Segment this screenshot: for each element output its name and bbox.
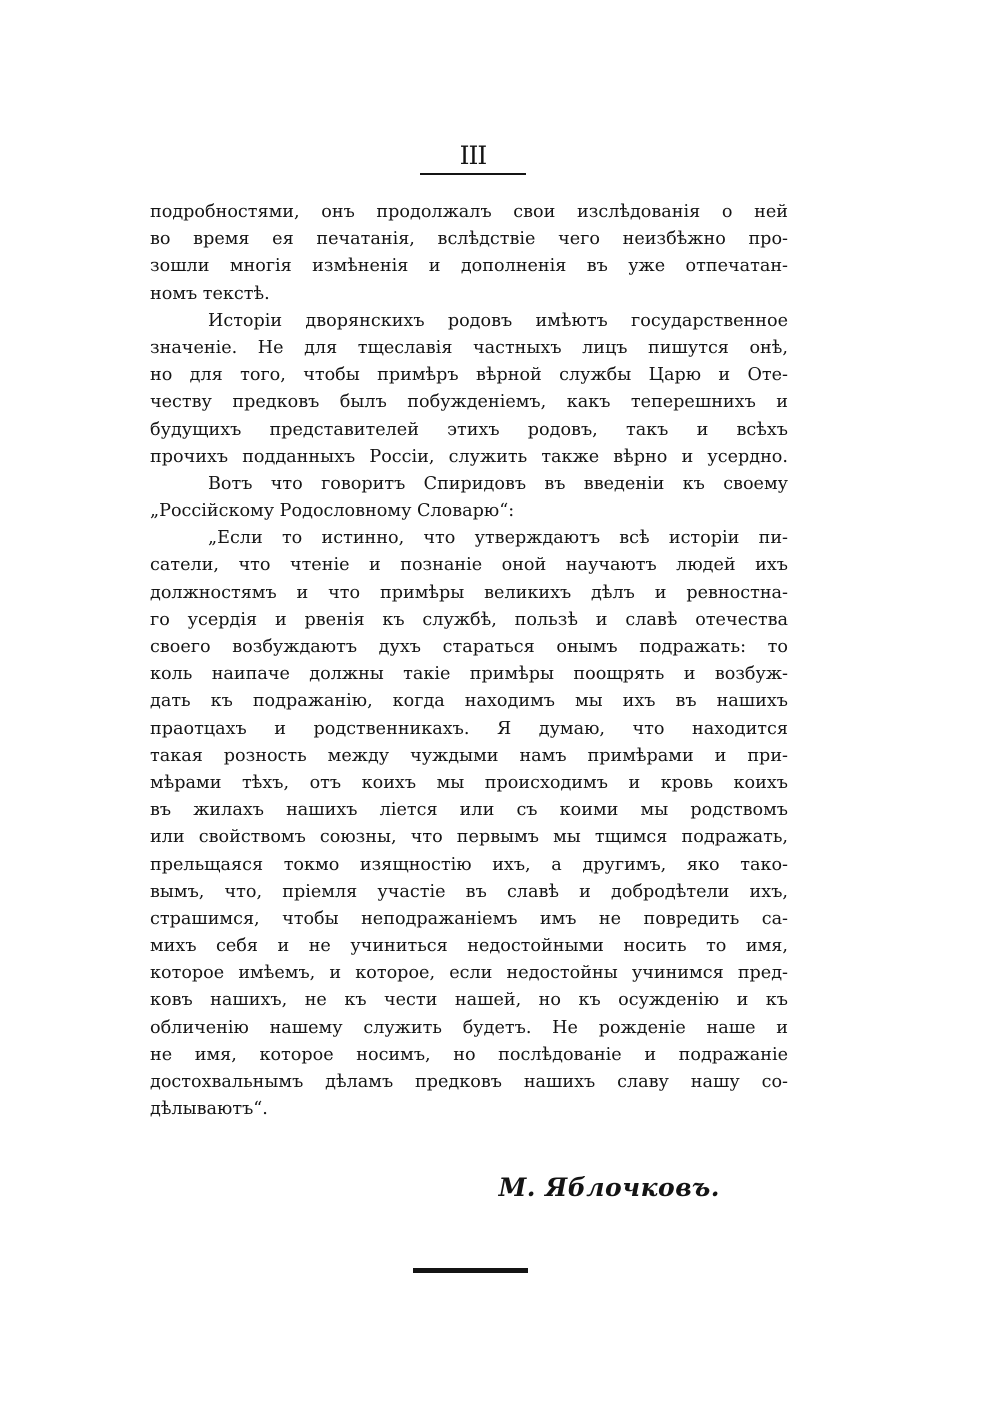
text-line: подробностями, онъ продолжалъ свои изслѣдованія о ней	[150, 202, 788, 222]
text-line: ковъ нашихъ, не къ чести нашей, но къ осужденію и къ	[150, 990, 788, 1011]
text-line: сатели, что чтеніе и познаніе оной научаютъ людей ихъ	[150, 555, 788, 576]
text-line: или свойствомъ союзны, что первымъ мы тщимся подражать,	[150, 827, 788, 848]
text-line: дѣлываютъ“.	[150, 1099, 268, 1120]
author-signature: М. Яблочковъ.	[498, 1173, 720, 1202]
text-line: Вотъ что говоритъ Спиридовъ въ введеніи къ своему	[208, 473, 788, 494]
page-number: III	[459, 141, 487, 170]
text-line: своего возбуждаютъ духъ стараться онымъ подражать: то	[150, 637, 788, 657]
text-line: должностямъ и что примѣры великихъ дѣлъ и ревностна-	[150, 582, 788, 603]
text-line: значеніе. Не для тщеславія частныхъ лицъ пишутся онѣ,	[150, 337, 788, 358]
text-line: го усердія и рвенія къ службѣ, пользѣ и славѣ отечества	[150, 609, 788, 630]
text-line: такая розность между чуждыми намъ примѣрами и при-	[150, 745, 788, 766]
text-line: достохвальнымъ дѣламъ предковъ нашихъ славу нашу со-	[150, 1072, 788, 1092]
text-line: не имя, которое носимъ, но послѣдованіе и подражаніе	[150, 1044, 788, 1065]
text-line: Исторіи дворянскихъ родовъ имѣютъ государственное	[208, 310, 788, 331]
text-line: страшимся, чтобы неподражаніемъ имъ не повредить са-	[150, 908, 788, 929]
text-line: но для того, чтобы примѣръ вѣрной службы Царю и Оте-	[150, 365, 788, 386]
text-line: въ жилахъ нашихъ ліется или съ коими мы родствомъ	[150, 800, 788, 821]
body-text	[150, 199, 788, 1123]
end-rule	[413, 1268, 528, 1273]
page-number-rule	[420, 173, 526, 175]
text-line: будущихъ представителей этихъ родовъ, такъ и всѣхъ	[150, 419, 788, 440]
text-line: номъ текстѣ.	[150, 283, 270, 304]
text-line: обличенію нашему служить будетъ. Не рожденіе наше и	[150, 1017, 788, 1038]
text-line: во время ея печатанія, вслѣдствіе чего неизбѣжно про-	[150, 229, 788, 250]
text-line: коль наипаче должны такіе примѣры поощрять и возбуж-	[150, 664, 788, 685]
text-line: мѣрами тѣхъ, отъ коихъ мы происходимъ и кровь коихъ	[150, 772, 788, 793]
text-line: „Россійскому Родословному Словарю“:	[150, 501, 515, 522]
text-line: честву предковъ былъ побужденіемъ, какъ теперешнихъ и	[150, 392, 788, 413]
text-line: зошли многія измѣненія и дополненія въ уже отпечатан-	[150, 256, 788, 277]
text-line: праотцахъ и родственникахъ. Я думаю, что находится	[150, 718, 788, 739]
text-line: вымъ, что, пріемля участіе въ славѣ и добродѣтели ихъ,	[150, 881, 788, 902]
text-line: которое имѣемъ, и которое, если недостойны учинимся пред-	[150, 963, 788, 984]
text-line: „Если то истинно, что утверждаютъ всѣ исторіи пи-	[208, 528, 788, 549]
text-line: прельщаяся токмо изящностію ихъ, а другимъ, яко тако-	[150, 854, 788, 875]
text-line: дать къ подражанію, когда находимъ мы ихъ въ нашихъ	[150, 691, 788, 712]
text-line: михъ себя и не учиниться недостойными носить то имя,	[150, 936, 788, 957]
text-line: прочихъ подданныхъ Россіи, служить также вѣрно и усердно.	[150, 446, 788, 467]
